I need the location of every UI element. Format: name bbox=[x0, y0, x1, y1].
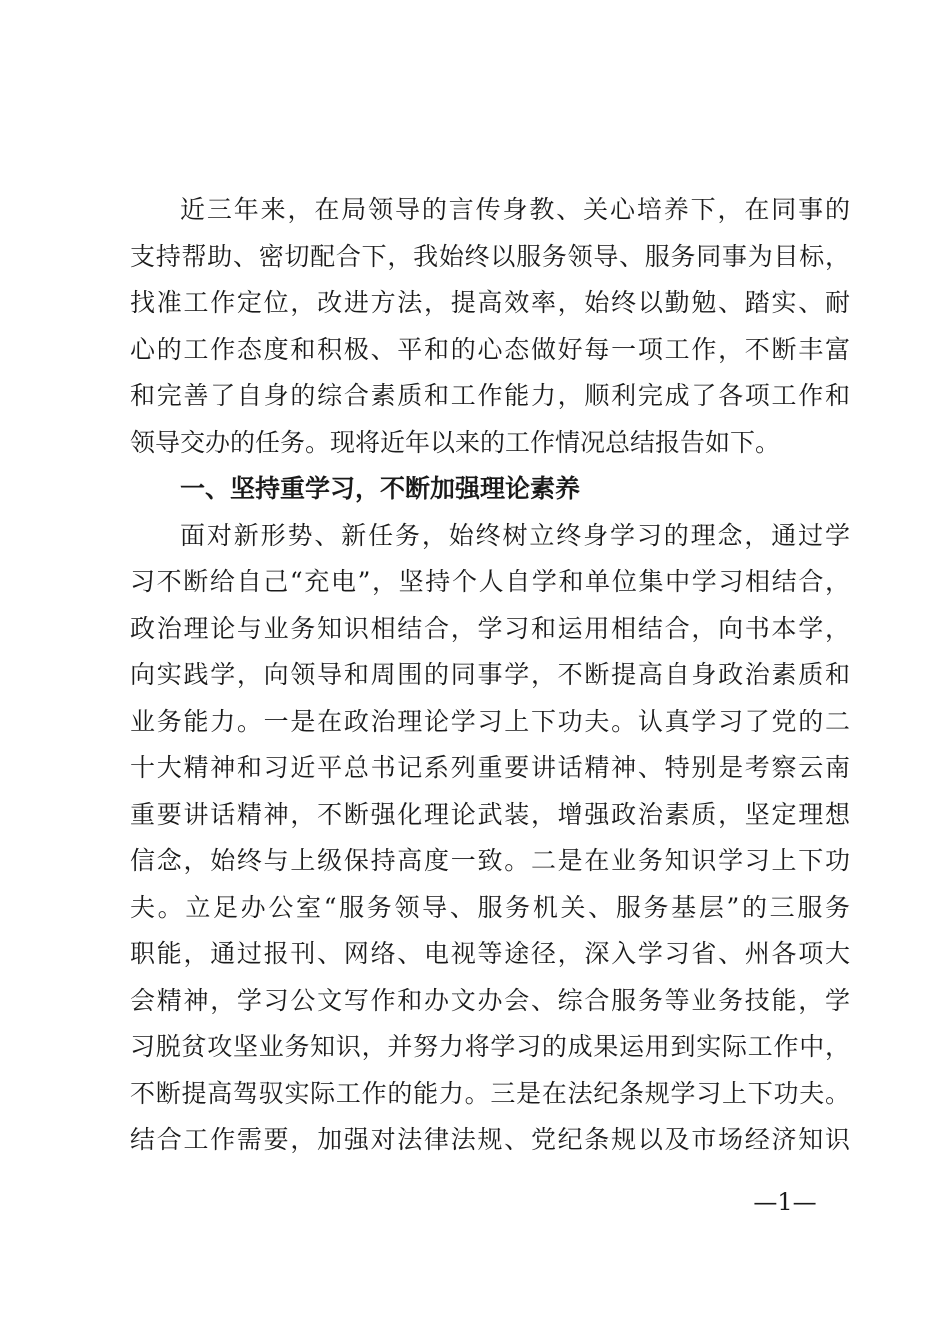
section-heading: 一、坚持重学习，不断加强理论素养 bbox=[180, 474, 581, 503]
paragraph-line: 心的工作态度和积极、平和的心态做好每一项工作，不断丰富 bbox=[130, 334, 850, 364]
paragraph-line: 政治理论与业务知识相结合，学习和运用相结合，向书本学， bbox=[130, 613, 850, 643]
paragraph-line: 十大精神和习近平总书记系列重要讲话精神、特别是考察云南 bbox=[130, 753, 850, 782]
paragraph-line: 领导交办的任务。现将近年以来的工作情况总结报告如下。 bbox=[130, 427, 781, 457]
body-text bbox=[130, 187, 850, 1164]
page-number: —1— bbox=[753, 1188, 817, 1216]
paragraph-line: 支持帮助、密切配合下，我始终以服务领导、服务同事为目标， bbox=[130, 241, 850, 271]
paragraph-line: 找准工作定位，改进方法，提高效率，始终以勤勉、踏实、耐 bbox=[130, 288, 850, 317]
paragraph-line: 信念，始终与上级保持高度一致。二是在业务知识学习上下功 bbox=[130, 846, 850, 875]
paragraph-line: 职能，通过报刊、网络、电视等途径，深入学习省、州各项大 bbox=[130, 939, 850, 968]
paragraph-line: 和完善了自身的综合素质和工作能力，顺利完成了各项工作和 bbox=[130, 381, 850, 410]
paragraph-line: 重要讲话精神，不断强化理论武装，增强政治素质，坚定理想 bbox=[130, 799, 850, 829]
paragraph-line: 近三年来，在局领导的言传身教、关心培养下，在同事的 bbox=[180, 195, 850, 224]
paragraph-line: 不断提高驾驭实际工作的能力。三是在法纪条规学习上下功夫。 bbox=[130, 1078, 850, 1108]
paragraph-line: 向实践学，向领导和周围的同事学，不断提高自身政治素质和 bbox=[130, 660, 850, 689]
paragraph-line: 会精神，学习公文写作和办文办会、综合服务等业务技能，学 bbox=[130, 985, 850, 1015]
paragraph-line: 面对新形势、新任务，始终树立终身学习的理念，通过学 bbox=[180, 520, 850, 550]
paragraph-line: 夫。立足办公室“服务领导、服务机关、服务基层”的三服务 bbox=[130, 892, 850, 922]
paragraph-line: 习不断给自己“充电”，坚持个人自学和单位集中学习相结合， bbox=[130, 567, 850, 596]
paragraph-line: 业务能力。一是在政治理论学习上下功夫。认真学习了党的二 bbox=[130, 706, 850, 736]
paragraph-line: 习脱贫攻坚业务知识，并努力将学习的成果运用到实际工作中， bbox=[130, 1032, 850, 1061]
paragraph-line: 结合工作需要，加强对法律法规、党纪条规以及市场经济知识 bbox=[130, 1125, 850, 1154]
